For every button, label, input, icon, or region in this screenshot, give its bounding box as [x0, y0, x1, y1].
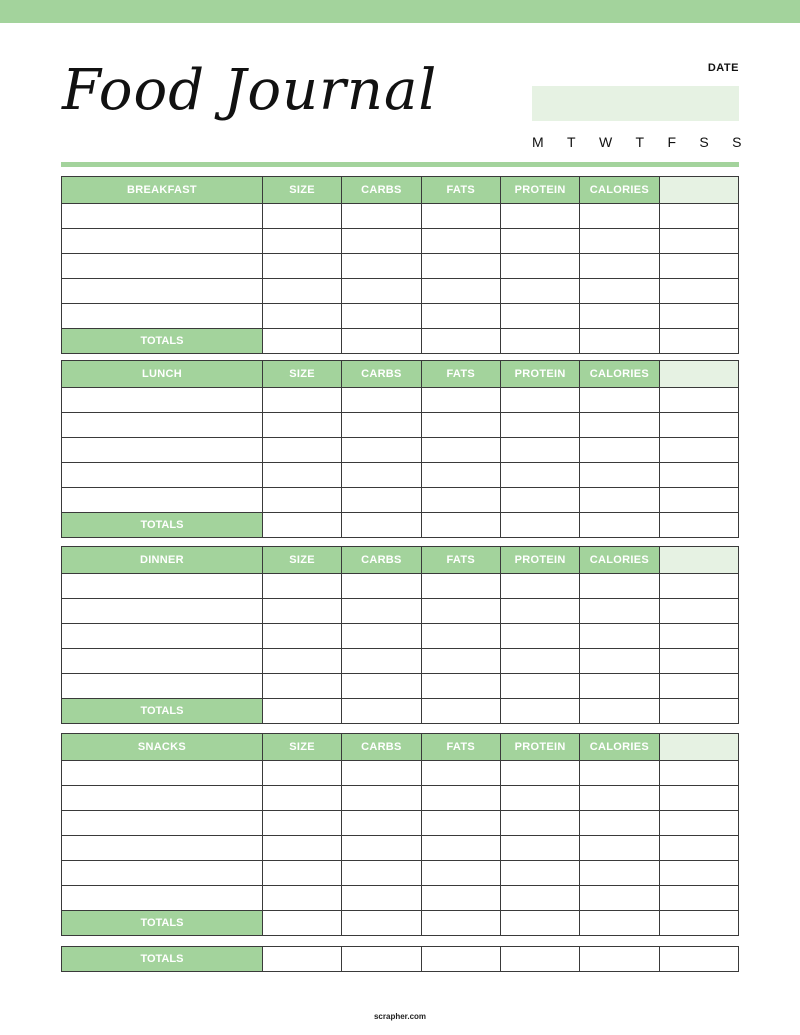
- nutrient-cell[interactable]: [262, 254, 341, 279]
- entry-rows: [62, 388, 739, 513]
- nutrient-cell[interactable]: [580, 761, 659, 786]
- nutrient-cell[interactable]: [421, 861, 500, 886]
- table-row: [62, 279, 739, 304]
- column-header-size: SIZE: [262, 361, 341, 388]
- nutrient-cell[interactable]: [659, 786, 738, 811]
- totals-cell[interactable]: [262, 699, 341, 724]
- section-heading: BREAKFAST: [62, 177, 263, 204]
- nutrient-cell[interactable]: [342, 279, 421, 304]
- table-row: [62, 413, 739, 438]
- totals-cell[interactable]: [500, 329, 579, 354]
- nutrient-cell[interactable]: [580, 204, 659, 229]
- nutrient-cell[interactable]: [262, 624, 341, 649]
- nutrient-cell[interactable]: [500, 861, 579, 886]
- section-heading: LUNCH: [62, 361, 263, 388]
- nutrient-cell[interactable]: [421, 836, 500, 861]
- column-header-size: SIZE: [262, 177, 341, 204]
- column-header-blank: [659, 177, 738, 204]
- nutrient-cell[interactable]: [262, 388, 341, 413]
- nutrient-cell[interactable]: [342, 463, 421, 488]
- column-header-size: SIZE: [262, 734, 341, 761]
- nutrient-cell[interactable]: [580, 388, 659, 413]
- nutrient-cell[interactable]: [659, 861, 738, 886]
- day-friday[interactable]: F: [667, 134, 677, 150]
- column-header-blank: [659, 734, 738, 761]
- day-wednesday[interactable]: W: [598, 134, 613, 150]
- nutrient-cell[interactable]: [262, 886, 341, 911]
- nutrient-cell[interactable]: [659, 761, 738, 786]
- nutrient-cell[interactable]: [262, 204, 341, 229]
- table-header-row: [62, 734, 739, 761]
- nutrient-cell[interactable]: [580, 861, 659, 886]
- column-header-size: SIZE: [262, 547, 341, 574]
- nutrient-cell[interactable]: [421, 624, 500, 649]
- nutrient-cell[interactable]: [500, 438, 579, 463]
- nutrient-cell[interactable]: [500, 649, 579, 674]
- nutrient-cell[interactable]: [342, 204, 421, 229]
- nutrient-cell[interactable]: [421, 254, 500, 279]
- table-row: [62, 229, 739, 254]
- column-header-fats: FATS: [421, 361, 500, 388]
- nutrient-cell[interactable]: [500, 599, 579, 624]
- nutrient-cell[interactable]: [421, 438, 500, 463]
- grand-totals-cell[interactable]: [580, 947, 659, 972]
- table-row: [62, 761, 739, 786]
- dinner-table: [61, 546, 739, 724]
- totals-cell[interactable]: [659, 329, 738, 354]
- totals-label: TOTALS: [62, 513, 263, 538]
- food-item-cell[interactable]: [62, 761, 263, 786]
- nutrient-cell[interactable]: [262, 786, 341, 811]
- nutrient-cell[interactable]: [659, 886, 738, 911]
- page-title: Food Journal: [62, 58, 438, 123]
- section-heading: DINNER: [62, 547, 263, 574]
- totals-label: TOTALS: [62, 699, 263, 724]
- food-item-cell[interactable]: [62, 836, 263, 861]
- totals-cell[interactable]: [659, 699, 738, 724]
- entry-rows: [62, 204, 739, 329]
- nutrient-cell[interactable]: [421, 761, 500, 786]
- food-item-cell[interactable]: [62, 279, 263, 304]
- totals-cell[interactable]: [500, 699, 579, 724]
- table-row: [62, 388, 739, 413]
- totals-cell[interactable]: [659, 911, 738, 936]
- nutrient-cell[interactable]: [500, 388, 579, 413]
- nutrient-cell[interactable]: [659, 204, 738, 229]
- table-header-row: [62, 361, 739, 388]
- top-band: [0, 0, 800, 23]
- grand-totals-cell[interactable]: [659, 947, 738, 972]
- totals-cell[interactable]: [262, 513, 341, 538]
- nutrient-cell[interactable]: [500, 761, 579, 786]
- totals-cell[interactable]: [580, 699, 659, 724]
- food-item-cell[interactable]: [62, 861, 263, 886]
- table-row: [62, 599, 739, 624]
- nutrient-cell[interactable]: [580, 811, 659, 836]
- nutrient-cell[interactable]: [580, 786, 659, 811]
- nutrient-cell[interactable]: [500, 304, 579, 329]
- food-item-cell[interactable]: [62, 388, 263, 413]
- nutrient-cell[interactable]: [659, 463, 738, 488]
- totals-cell[interactable]: [580, 513, 659, 538]
- table-row: [62, 463, 739, 488]
- column-header-carbs: CARBS: [342, 361, 421, 388]
- grand-totals-table: [61, 946, 739, 972]
- table-row: [62, 811, 739, 836]
- column-header-carbs: CARBS: [342, 177, 421, 204]
- nutrient-cell[interactable]: [342, 413, 421, 438]
- totals-cell[interactable]: [421, 513, 500, 538]
- nutrient-cell[interactable]: [342, 254, 421, 279]
- totals-cell[interactable]: [342, 699, 421, 724]
- column-header-fats: FATS: [421, 177, 500, 204]
- nutrient-cell[interactable]: [580, 279, 659, 304]
- food-item-cell[interactable]: [62, 624, 263, 649]
- nutrient-cell[interactable]: [659, 599, 738, 624]
- table-row: [62, 836, 739, 861]
- lunch-table: [61, 360, 739, 538]
- totals-cell[interactable]: [421, 911, 500, 936]
- nutrient-cell[interactable]: [421, 388, 500, 413]
- nutrient-cell[interactable]: [500, 836, 579, 861]
- nutrient-cell[interactable]: [500, 204, 579, 229]
- nutrient-cell[interactable]: [500, 229, 579, 254]
- table-header-row: [62, 547, 739, 574]
- grand-totals-cell[interactable]: [342, 947, 421, 972]
- nutrient-cell[interactable]: [421, 574, 500, 599]
- totals-row: [62, 911, 739, 936]
- day-sunday[interactable]: S: [732, 134, 742, 150]
- totals-cell[interactable]: [500, 513, 579, 538]
- nutrient-cell[interactable]: [342, 811, 421, 836]
- column-header-blank: [659, 547, 738, 574]
- day-monday[interactable]: M: [532, 134, 545, 150]
- nutrient-cell[interactable]: [580, 488, 659, 513]
- nutrient-cell[interactable]: [421, 488, 500, 513]
- nutrient-cell[interactable]: [580, 836, 659, 861]
- food-item-cell[interactable]: [62, 463, 263, 488]
- nutrient-cell[interactable]: [421, 204, 500, 229]
- grand-totals-cell[interactable]: [262, 947, 341, 972]
- header-divider: [61, 162, 739, 167]
- snacks-table: [61, 733, 739, 936]
- nutrient-cell[interactable]: [342, 786, 421, 811]
- nutrient-cell[interactable]: [342, 599, 421, 624]
- weekday-row: [532, 134, 742, 150]
- nutrient-cell[interactable]: [580, 254, 659, 279]
- totals-cell[interactable]: [421, 699, 500, 724]
- food-item-cell[interactable]: [62, 304, 263, 329]
- nutrient-cell[interactable]: [500, 624, 579, 649]
- day-saturday[interactable]: S: [699, 134, 710, 150]
- nutrient-cell[interactable]: [580, 624, 659, 649]
- nutrient-cell[interactable]: [580, 229, 659, 254]
- nutrient-cell[interactable]: [342, 836, 421, 861]
- nutrient-cell[interactable]: [421, 463, 500, 488]
- nutrient-cell[interactable]: [659, 279, 738, 304]
- table-row: [62, 786, 739, 811]
- totals-cell[interactable]: [421, 329, 500, 354]
- section-heading: SNACKS: [62, 734, 263, 761]
- grand-totals-row: [62, 947, 739, 972]
- grand-totals-label: TOTALS: [62, 947, 263, 972]
- table-row: [62, 861, 739, 886]
- food-item-cell[interactable]: [62, 649, 263, 674]
- column-header-fats: FATS: [421, 734, 500, 761]
- totals-cell[interactable]: [580, 911, 659, 936]
- column-header-protein: PROTEIN: [500, 361, 579, 388]
- nutrient-cell[interactable]: [262, 488, 341, 513]
- footer-credit: scrapher.com: [373, 1012, 427, 1021]
- totals-cell[interactable]: [342, 513, 421, 538]
- nutrient-cell[interactable]: [500, 811, 579, 836]
- nutrient-cell[interactable]: [262, 649, 341, 674]
- nutrient-cell[interactable]: [580, 886, 659, 911]
- food-item-cell[interactable]: [62, 674, 263, 699]
- nutrient-cell[interactable]: [659, 254, 738, 279]
- food-item-cell[interactable]: [62, 204, 263, 229]
- nutrient-cell[interactable]: [262, 304, 341, 329]
- table-row: [62, 438, 739, 463]
- nutrient-cell[interactable]: [342, 229, 421, 254]
- nutrient-cell[interactable]: [421, 413, 500, 438]
- nutrient-cell[interactable]: [342, 438, 421, 463]
- nutrient-cell[interactable]: [659, 488, 738, 513]
- nutrient-cell[interactable]: [262, 438, 341, 463]
- table-header-row: [62, 177, 739, 204]
- nutrient-cell[interactable]: [421, 599, 500, 624]
- table-row: [62, 574, 739, 599]
- totals-cell[interactable]: [342, 329, 421, 354]
- nutrient-cell[interactable]: [262, 599, 341, 624]
- nutrient-cell[interactable]: [262, 574, 341, 599]
- nutrient-cell[interactable]: [500, 413, 579, 438]
- nutrient-cell[interactable]: [500, 488, 579, 513]
- nutrient-cell[interactable]: [659, 388, 738, 413]
- column-header-calories: CALORIES: [580, 734, 659, 761]
- nutrient-cell[interactable]: [421, 811, 500, 836]
- nutrient-cell[interactable]: [659, 229, 738, 254]
- nutrient-cell[interactable]: [342, 624, 421, 649]
- nutrient-cell[interactable]: [580, 599, 659, 624]
- nutrient-cell[interactable]: [659, 649, 738, 674]
- totals-cell[interactable]: [342, 911, 421, 936]
- entry-rows: [62, 574, 739, 699]
- column-header-carbs: CARBS: [342, 734, 421, 761]
- nutrient-cell[interactable]: [500, 279, 579, 304]
- day-thursday[interactable]: T: [635, 134, 645, 150]
- nutrient-cell[interactable]: [500, 674, 579, 699]
- column-header-protein: PROTEIN: [500, 547, 579, 574]
- nutrient-cell[interactable]: [580, 649, 659, 674]
- grand-totals-cell[interactable]: [500, 947, 579, 972]
- nutrient-cell[interactable]: [421, 279, 500, 304]
- column-header-protein: PROTEIN: [500, 734, 579, 761]
- nutrient-cell[interactable]: [500, 574, 579, 599]
- nutrient-cell[interactable]: [262, 229, 341, 254]
- nutrient-cell[interactable]: [659, 624, 738, 649]
- nutrient-cell[interactable]: [342, 886, 421, 911]
- column-header-carbs: CARBS: [342, 547, 421, 574]
- date-label: DATE: [707, 62, 739, 74]
- nutrient-cell[interactable]: [342, 674, 421, 699]
- nutrient-cell[interactable]: [342, 649, 421, 674]
- nutrient-cell[interactable]: [262, 861, 341, 886]
- food-item-cell[interactable]: [62, 786, 263, 811]
- nutrient-cell[interactable]: [342, 861, 421, 886]
- food-item-cell[interactable]: [62, 413, 263, 438]
- food-item-cell[interactable]: [62, 254, 263, 279]
- grand-totals-cell[interactable]: [421, 947, 500, 972]
- table-row: [62, 488, 739, 513]
- nutrient-cell[interactable]: [421, 886, 500, 911]
- nutrient-cell[interactable]: [342, 388, 421, 413]
- totals-cell[interactable]: [500, 911, 579, 936]
- column-header-protein: PROTEIN: [500, 177, 579, 204]
- table-row: [62, 886, 739, 911]
- food-item-cell[interactable]: [62, 574, 263, 599]
- breakfast-table: [61, 176, 739, 354]
- table-row: [62, 649, 739, 674]
- nutrient-cell[interactable]: [262, 279, 341, 304]
- nutrient-cell[interactable]: [262, 761, 341, 786]
- nutrient-cell[interactable]: [421, 229, 500, 254]
- totals-cell[interactable]: [262, 329, 341, 354]
- column-header-calories: CALORIES: [580, 177, 659, 204]
- totals-row: [62, 329, 739, 354]
- food-item-cell[interactable]: [62, 886, 263, 911]
- nutrient-cell[interactable]: [659, 836, 738, 861]
- nutrient-cell[interactable]: [580, 304, 659, 329]
- table-row: [62, 254, 739, 279]
- table-row: [62, 204, 739, 229]
- food-item-cell[interactable]: [62, 438, 263, 463]
- nutrient-cell[interactable]: [659, 304, 738, 329]
- nutrient-cell[interactable]: [500, 786, 579, 811]
- nutrient-cell[interactable]: [659, 438, 738, 463]
- nutrient-cell[interactable]: [342, 574, 421, 599]
- day-tuesday[interactable]: T: [567, 134, 577, 150]
- date-field[interactable]: [532, 86, 739, 121]
- nutrient-cell[interactable]: [421, 786, 500, 811]
- nutrient-cell[interactable]: [342, 304, 421, 329]
- nutrient-cell[interactable]: [262, 836, 341, 861]
- nutrient-cell[interactable]: [580, 413, 659, 438]
- nutrient-cell[interactable]: [580, 674, 659, 699]
- nutrient-cell[interactable]: [659, 811, 738, 836]
- nutrient-cell[interactable]: [500, 254, 579, 279]
- column-header-blank: [659, 361, 738, 388]
- totals-cell[interactable]: [659, 513, 738, 538]
- totals-label: TOTALS: [62, 329, 263, 354]
- food-item-cell[interactable]: [62, 599, 263, 624]
- food-item-cell[interactable]: [62, 229, 263, 254]
- nutrient-cell[interactable]: [262, 811, 341, 836]
- nutrient-cell[interactable]: [421, 304, 500, 329]
- totals-cell[interactable]: [580, 329, 659, 354]
- nutrient-cell[interactable]: [500, 886, 579, 911]
- nutrient-cell[interactable]: [262, 413, 341, 438]
- nutrient-cell[interactable]: [580, 574, 659, 599]
- nutrient-cell[interactable]: [342, 488, 421, 513]
- nutrient-cell[interactable]: [580, 438, 659, 463]
- column-header-calories: CALORIES: [580, 547, 659, 574]
- nutrient-cell[interactable]: [421, 674, 500, 699]
- nutrient-cell[interactable]: [500, 463, 579, 488]
- table-row: [62, 674, 739, 699]
- food-item-cell[interactable]: [62, 811, 263, 836]
- entry-rows: [62, 761, 739, 911]
- totals-label: TOTALS: [62, 911, 263, 936]
- food-item-cell[interactable]: [62, 488, 263, 513]
- table-row: [62, 624, 739, 649]
- nutrient-cell[interactable]: [421, 649, 500, 674]
- column-header-fats: FATS: [421, 547, 500, 574]
- nutrient-cell[interactable]: [262, 463, 341, 488]
- nutrient-cell[interactable]: [580, 463, 659, 488]
- column-header-calories: CALORIES: [580, 361, 659, 388]
- nutrient-cell[interactable]: [342, 761, 421, 786]
- table-row: [62, 304, 739, 329]
- totals-row: [62, 699, 739, 724]
- nutrient-cell[interactable]: [659, 574, 738, 599]
- nutrient-cell[interactable]: [262, 674, 341, 699]
- nutrient-cell[interactable]: [659, 674, 738, 699]
- nutrient-cell[interactable]: [659, 413, 738, 438]
- totals-row: [62, 513, 739, 538]
- totals-cell[interactable]: [262, 911, 341, 936]
